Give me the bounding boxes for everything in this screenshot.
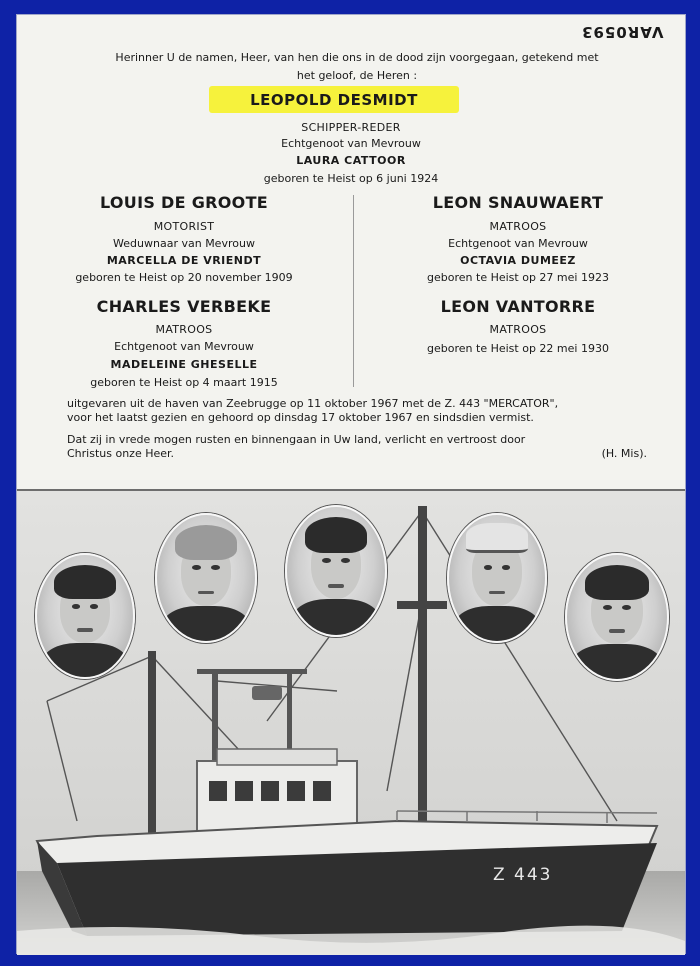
column-divider	[353, 195, 354, 387]
portrait-photo-4	[447, 513, 547, 643]
signature-text: (H. Mis).	[601, 447, 647, 460]
intro-text-line-2: het geloof, de Heren :	[296, 69, 418, 82]
crew-relation-0: Weduwnaar van Mevrouw	[113, 237, 255, 250]
hull-number: Z 443	[493, 865, 553, 885]
portrait-photo-1	[35, 553, 135, 679]
portrait-photo-5	[565, 553, 669, 681]
crew-relation-1: Echtgenoot van Mevrouw	[448, 237, 588, 250]
crew-role-2: MATROOS	[155, 323, 213, 336]
crew-relation-2: Echtgenoot van Mevrouw	[114, 340, 254, 353]
crew-role-0: MOTORIST	[153, 220, 215, 233]
closing-paragraph-1-line-1: uitgevaren uit de haven van Zeebrugge op 11 oktober 1967 met de Z. 443 "MERCATOR",	[67, 397, 559, 410]
intro-text-line-1: Herinner U de namen, Heer, van hen die ons in de dood zijn voorgegaan, getekend met	[115, 51, 599, 64]
main-spouse: LAURA CATTOOR	[296, 154, 406, 167]
crew-spouse-2: MADELEINE GHESELLE	[110, 358, 258, 371]
portrait-photo-2	[155, 513, 257, 643]
crew-name-3: LEON VANTORRE	[440, 297, 596, 316]
text-panel	[17, 15, 685, 485]
closing-paragraph-2-line-1: Dat zij in vrede mogen rusten en binnengaan in Uw land, verlicht en vertroost door	[67, 433, 526, 446]
crew-name-1: LEON SNAUWAERT	[432, 193, 604, 212]
memorial-card	[16, 14, 686, 954]
closing-paragraph-1-line-2: voor het laatst gezien en gehoord op dinsdag 17 oktober 1967 en sindsdien vermist.	[67, 411, 534, 424]
closing-paragraph-2-line-2: Christus onze Heer.	[67, 447, 175, 460]
crew-born-3: geboren te Heist op 22 mei 1930	[427, 342, 609, 355]
crew-born-1: geboren te Heist op 27 mei 1923	[427, 271, 609, 284]
main-born: geboren te Heist op 6 juni 1924	[263, 172, 439, 185]
crew-name-2: CHARLES VERBEKE	[96, 297, 272, 316]
crew-spouse-0: MARCELLA DE VRIENDT	[106, 254, 262, 267]
crew-role-3: MATROOS	[489, 323, 547, 336]
main-role: SCHIPPER-REDER	[301, 121, 401, 134]
crew-role-1: MATROOS	[489, 220, 547, 233]
main-name: LEOPOLD DESMIDT	[250, 91, 418, 109]
portrait-photo-3	[285, 505, 387, 637]
crew-spouse-1: OCTAVIA DUMEEZ	[460, 254, 576, 267]
crew-born-2: geboren te Heist op 4 maart 1915	[90, 376, 278, 389]
reference-code: VAR0593	[580, 23, 663, 41]
crew-born-0: geboren te Heist op 20 november 1909	[75, 271, 293, 284]
crew-name-0: LOUIS DE GROOTE	[99, 193, 269, 212]
main-relation: Echtgenoot van Mevrouw	[281, 137, 421, 150]
ship-photo	[17, 489, 685, 955]
